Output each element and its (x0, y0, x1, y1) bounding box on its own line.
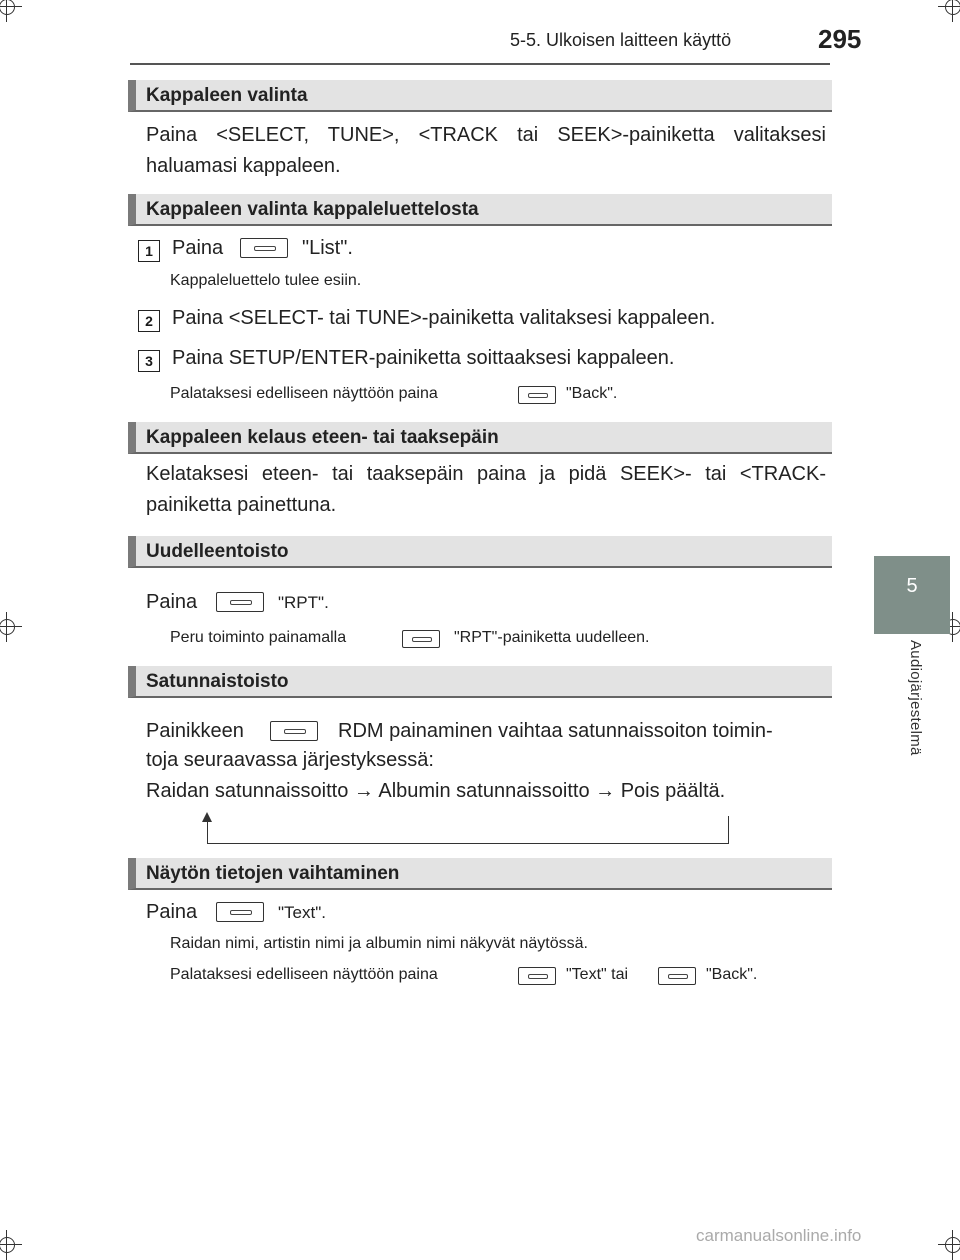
step-1-prefix: Paina (172, 237, 224, 259)
section-header-display: Näytön tietojen vaihtaminen (128, 858, 832, 890)
section-header-random: Satunnaistoisto (128, 666, 832, 698)
step-3-note-prefix: Palataksesi edelliseen näyttöön paina (170, 385, 438, 402)
step-3-note-suffix: "Back". (566, 385, 618, 402)
display-note-2-suffix: "Back". (706, 966, 758, 983)
crop-mark-icon (938, 1230, 960, 1260)
repeat-suffix: "RPT". (278, 593, 329, 612)
ffwd-text: Kelataksesi eteen- tai taaksepäin paina ja pidä SEEK>- tai <TRACK-painiketta painettuna. (146, 463, 826, 516)
repeat-note-prefix: Peru toiminto painamalla (170, 629, 347, 646)
repeat-prefix: Paina (146, 591, 198, 613)
section-header-ffwd: Kappaleen kelaus eteen- tai taaksepäin (128, 422, 832, 454)
crop-mark-icon (938, 0, 960, 22)
softkey-button-icon (216, 592, 264, 612)
cycle-line (207, 818, 208, 844)
display-note-2-middle: "Text" tai (566, 966, 629, 983)
header-section-title: 5-5. Ulkoisen laitteen käyttö (510, 30, 732, 50)
softkey-button-icon (518, 386, 556, 404)
random-suffix: RDM painaminen vaihtaa satunnaissoiton toimin- (338, 720, 773, 742)
step-1-note: Kappaleluettelo tulee esiin. (170, 272, 362, 289)
section-header-track-list: Kappaleen valinta kappaleluettelosta (128, 194, 832, 226)
softkey-button-icon (658, 967, 696, 985)
random-prefix: Painikkeen (146, 720, 244, 742)
step-2-text: Paina <SELECT- tai TUNE>-painiketta valitaksesi kappaleen. (172, 307, 716, 329)
cycle-line (728, 816, 729, 844)
step-3-text: Paina SETUP/ENTER-painiketta soittaaksesi kappaleen. (172, 347, 675, 369)
header-divider (130, 63, 830, 65)
section-header-track-select: Kappaleen valinta (128, 80, 832, 112)
step-1-suffix: "List". (302, 237, 353, 259)
crop-mark-icon (0, 612, 22, 642)
track-select-text: Paina <SELECT, TUNE>, <TRACK tai SEEK>-painiketta valitaksesi haluamasi kappaleen. (146, 124, 826, 177)
cycle-line (207, 843, 729, 844)
display-note-1: Raidan nimi, artistin nimi ja albumin nimi näkyvät näytössä. (170, 935, 588, 952)
softkey-button-icon (240, 238, 288, 258)
softkey-button-icon (270, 721, 318, 741)
page-number: 295 (818, 24, 862, 54)
display-prefix: Paina (146, 901, 198, 923)
crop-mark-icon (0, 1230, 22, 1260)
step-number-2: 2 (138, 310, 160, 332)
crop-mark-icon (0, 0, 22, 22)
random-line-2: toja seuraavassa järjestyksessä: (146, 749, 434, 771)
display-note-2-prefix: Palataksesi edelliseen näyttöön paina (170, 966, 438, 983)
section-header-repeat: Uudelleentoisto (128, 536, 832, 568)
repeat-note-suffix: "RPT"-painiketta uudelleen. (454, 629, 650, 646)
random-line-3: Raidan satunnaissoitto → Albumin satunnaissoitto → Pois päältä. (146, 780, 726, 802)
step-number-3: 3 (138, 350, 160, 372)
step-number-1: 1 (138, 240, 160, 262)
watermark: carmanualsonline.info (696, 1226, 862, 1245)
softkey-button-icon (518, 967, 556, 985)
chapter-tab-number: 5 (874, 556, 950, 634)
softkey-button-icon (402, 630, 440, 648)
softkey-button-icon (216, 902, 264, 922)
chapter-tab-title: Audiojärjestelmä (907, 640, 924, 756)
display-suffix: "Text". (278, 903, 326, 922)
